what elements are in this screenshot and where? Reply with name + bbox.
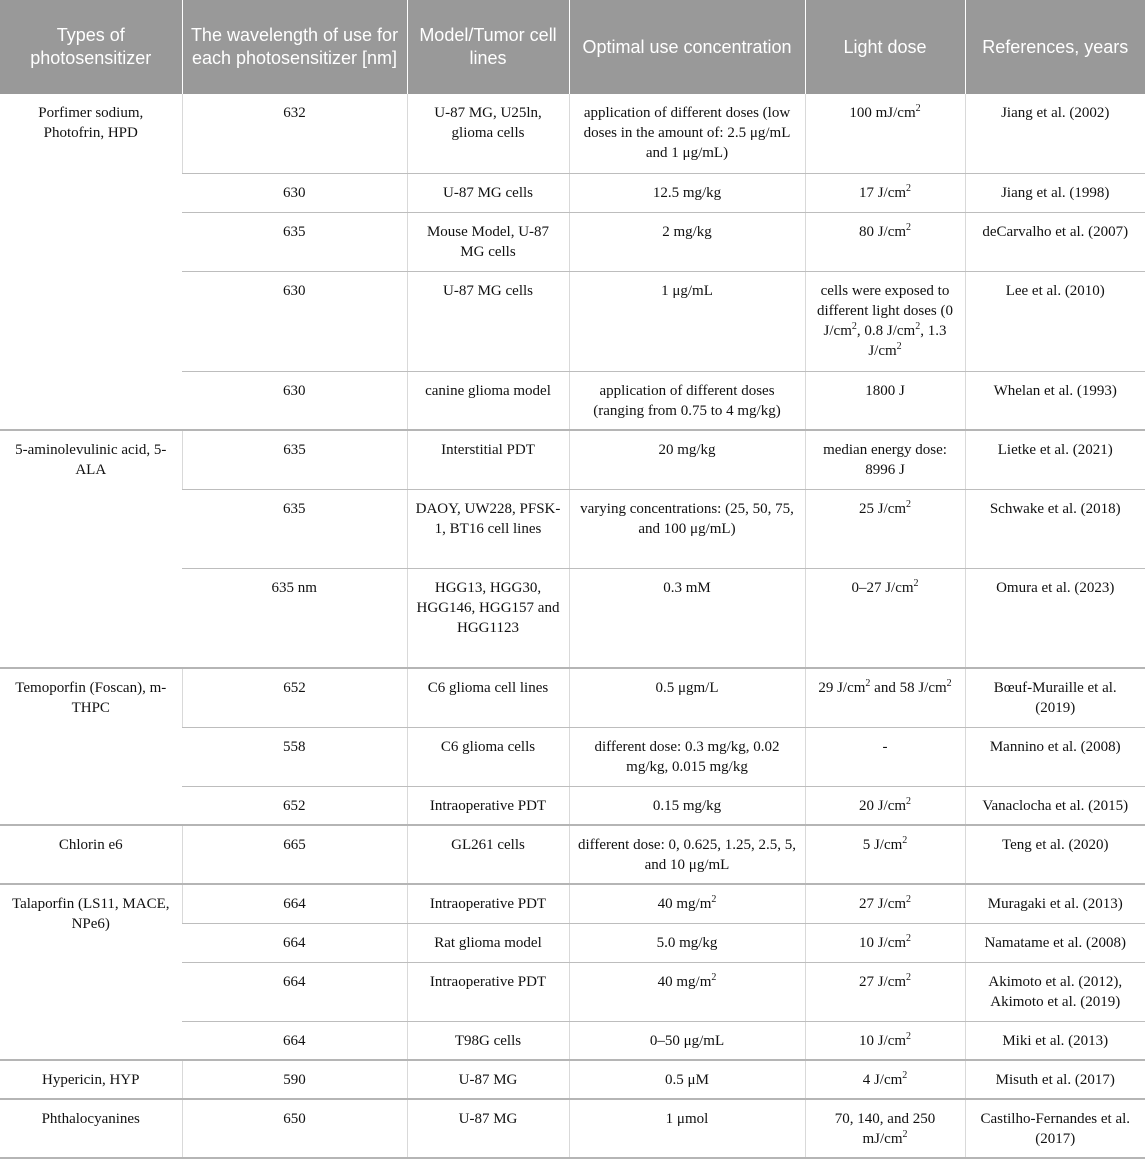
cell-wavelength: 632 bbox=[182, 94, 407, 173]
cell-wavelength: 664 bbox=[182, 962, 407, 1021]
cell-model: Intraoperative PDT bbox=[407, 884, 569, 923]
cell-light-dose: - bbox=[805, 727, 965, 786]
cell-concentration: 2 mg/kg bbox=[569, 212, 805, 271]
cell-reference: Omura et al. (2023) bbox=[965, 568, 1145, 668]
cell-concentration: 5.0 mg/kg bbox=[569, 923, 805, 962]
cell-wavelength: 664 bbox=[182, 884, 407, 923]
cell-reference: Lietke et al. (2021) bbox=[965, 430, 1145, 489]
cell-concentration: 40 $mg/m^2$ bbox=[569, 962, 805, 1021]
cell-light-dose: 4 $J/cm^2$ bbox=[805, 1060, 965, 1099]
cell-light-dose: 80 $J/cm^2$ bbox=[805, 212, 965, 271]
cell-model: Rat glioma model bbox=[407, 923, 569, 962]
cell-model: canine glioma model bbox=[407, 371, 569, 430]
cell-concentration: 0.5 μM bbox=[569, 1060, 805, 1099]
cell-model: DAOY, UW228, PFSK-1, BT16 cell lines bbox=[407, 489, 569, 568]
header-light-dose: Light dose bbox=[805, 0, 965, 94]
cell-reference: Mannino et al. (2008) bbox=[965, 727, 1145, 786]
cell-reference: Bœuf-Muraille et al. (2019) bbox=[965, 668, 1145, 727]
cell-light-dose: 0–27 $J/cm^2$ bbox=[805, 568, 965, 668]
cell-light-dose: 100 $mJ/cm^2$ bbox=[805, 94, 965, 173]
cell-light-dose: 27 $J/cm^2$ bbox=[805, 884, 965, 923]
cell-model: Intraoperative PDT bbox=[407, 786, 569, 825]
cell-wavelength: 590 bbox=[182, 1060, 407, 1099]
cell-reference: Misuth et al. (2017) bbox=[965, 1060, 1145, 1099]
cell-reference: Schwake et al. (2018) bbox=[965, 489, 1145, 568]
cell-photosensitizer: Talaporfin (LS11, MACE, NPe6) bbox=[0, 884, 182, 1060]
cell-wavelength: 652 bbox=[182, 668, 407, 727]
cell-wavelength: 665 bbox=[182, 825, 407, 884]
cell-concentration: different dose: 0.3 mg/kg, 0.02 mg/kg, 0.015 mg/kg bbox=[569, 727, 805, 786]
cell-wavelength: 664 bbox=[182, 923, 407, 962]
table-body bbox=[0, 94, 1145, 1158]
cell-reference: Namatame et al. (2008) bbox=[965, 923, 1145, 962]
table-row bbox=[0, 825, 1145, 884]
cell-concentration: varying concentrations: (25, 50, 75, and 100 μg/mL) bbox=[569, 489, 805, 568]
cell-reference: Miki et al. (2013) bbox=[965, 1021, 1145, 1060]
cell-model: U-87 MG bbox=[407, 1060, 569, 1099]
cell-light-dose: 20 $J/cm^2$ bbox=[805, 786, 965, 825]
table-row bbox=[0, 884, 1145, 923]
cell-reference: Vanaclocha et al. (2015) bbox=[965, 786, 1145, 825]
cell-light-dose: median energy dose: 8996 J bbox=[805, 430, 965, 489]
cell-light-dose: 17 $J/cm^2$ bbox=[805, 173, 965, 212]
cell-concentration: 20 mg/kg bbox=[569, 430, 805, 489]
cell-model: GL261 cells bbox=[407, 825, 569, 884]
cell-concentration: 12.5 mg/kg bbox=[569, 173, 805, 212]
cell-concentration: different dose: 0, 0.625, 1.25, 2.5, 5, and 10 μg/mL bbox=[569, 825, 805, 884]
cell-reference: Castilho-Fernandes et al. (2017) bbox=[965, 1099, 1145, 1158]
cell-model: U-87 MG cells bbox=[407, 271, 569, 371]
table-row bbox=[0, 430, 1145, 489]
cell-concentration: 0.5 μgm/L bbox=[569, 668, 805, 727]
cell-model: T98G cells bbox=[407, 1021, 569, 1060]
header-type: Types of photosensitizer bbox=[0, 0, 182, 94]
header-concentration: Optimal use concentration bbox=[569, 0, 805, 94]
cell-concentration: application of different doses (low doses in the amount of: 2.5 μg/mL and 1 μg/mL) bbox=[569, 94, 805, 173]
cell-wavelength: 630 bbox=[182, 371, 407, 430]
cell-concentration: 0–50 μg/mL bbox=[569, 1021, 805, 1060]
cell-photosensitizer: 5-aminolevulinic acid, 5-ALA bbox=[0, 430, 182, 668]
cell-model: C6 glioma cells bbox=[407, 727, 569, 786]
cell-reference: Whelan et al. (1993) bbox=[965, 371, 1145, 430]
cell-photosensitizer: Temoporfin (Foscan), m-THPC bbox=[0, 668, 182, 825]
cell-light-dose: 27 $J/cm^2$ bbox=[805, 962, 965, 1021]
cell-light-dose: cells were exposed to different light doses (0 $J/cm^2$, 0.8 $J/cm^2$, 1.3 $J/cm^2$ bbox=[805, 271, 965, 371]
cell-wavelength: 558 bbox=[182, 727, 407, 786]
table-row bbox=[0, 1099, 1145, 1158]
cell-reference: Teng et al. (2020) bbox=[965, 825, 1145, 884]
cell-concentration: 1 μg/mL bbox=[569, 271, 805, 371]
cell-reference: Jiang et al. (2002) bbox=[965, 94, 1145, 173]
table-row bbox=[0, 94, 1145, 173]
cell-wavelength: 650 bbox=[182, 1099, 407, 1158]
cell-photosensitizer: Phthalocyanines bbox=[0, 1099, 182, 1158]
cell-light-dose: 10 $J/cm^2$ bbox=[805, 923, 965, 962]
cell-reference: Akimoto et al. (2012), Akimoto et al. (2019) bbox=[965, 962, 1145, 1021]
cell-photosensitizer: Porfimer sodium, Photofrin, HPD bbox=[0, 94, 182, 430]
cell-light-dose: 70, 140, and 250 $mJ/cm^2$ bbox=[805, 1099, 965, 1158]
cell-concentration: 1 μmol bbox=[569, 1099, 805, 1158]
cell-light-dose: 29 $J/cm^2$ and 58 $J/cm^2$ bbox=[805, 668, 965, 727]
cell-reference: Lee et al. (2010) bbox=[965, 271, 1145, 371]
cell-photosensitizer: Chlorin e6 bbox=[0, 825, 182, 884]
cell-photosensitizer: Hypericin, HYP bbox=[0, 1060, 182, 1099]
cell-light-dose: 5 $J/cm^2$ bbox=[805, 825, 965, 884]
header-references: References, years bbox=[965, 0, 1145, 94]
cell-wavelength: 630 bbox=[182, 173, 407, 212]
table-row bbox=[0, 668, 1145, 727]
cell-light-dose: 10 $J/cm^2$ bbox=[805, 1021, 965, 1060]
header-row bbox=[0, 0, 1145, 94]
cell-concentration: application of different doses (ranging from 0.75 to 4 mg/kg) bbox=[569, 371, 805, 430]
cell-reference: Muragaki et al. (2013) bbox=[965, 884, 1145, 923]
cell-wavelength: 652 bbox=[182, 786, 407, 825]
cell-model: U-87 MG, U25ln, glioma cells bbox=[407, 94, 569, 173]
header-model: Model/Tumor cell lines bbox=[407, 0, 569, 94]
table-row bbox=[0, 1060, 1145, 1099]
cell-wavelength: 635 bbox=[182, 430, 407, 489]
cell-concentration: 0.3 mM bbox=[569, 568, 805, 668]
header-wavelength: The wavelength of use for each photosensitizer [nm] bbox=[182, 0, 407, 94]
cell-reference: Jiang et al. (1998) bbox=[965, 173, 1145, 212]
cell-model: HGG13, HGG30, HGG146, HGG157 and HGG1123 bbox=[407, 568, 569, 668]
cell-model: Interstitial PDT bbox=[407, 430, 569, 489]
cell-model: Intraoperative PDT bbox=[407, 962, 569, 1021]
cell-model: Mouse Model, U-87 MG cells bbox=[407, 212, 569, 271]
cell-concentration: 0.15 mg/kg bbox=[569, 786, 805, 825]
cell-light-dose: 1800 J bbox=[805, 371, 965, 430]
cell-light-dose: 25 $J/cm^2$ bbox=[805, 489, 965, 568]
cell-model: C6 glioma cell lines bbox=[407, 668, 569, 727]
cell-model: U-87 MG bbox=[407, 1099, 569, 1158]
cell-wavelength: 630 bbox=[182, 271, 407, 371]
cell-wavelength: 635 bbox=[182, 212, 407, 271]
cell-wavelength: 635 nm bbox=[182, 568, 407, 668]
cell-reference: deCarvalho et al. (2007) bbox=[965, 212, 1145, 271]
cell-wavelength: 635 bbox=[182, 489, 407, 568]
cell-model: U-87 MG cells bbox=[407, 173, 569, 212]
cell-concentration: 40 $mg/m^2$ bbox=[569, 884, 805, 923]
table-header bbox=[0, 0, 1145, 94]
cell-wavelength: 664 bbox=[182, 1021, 407, 1060]
